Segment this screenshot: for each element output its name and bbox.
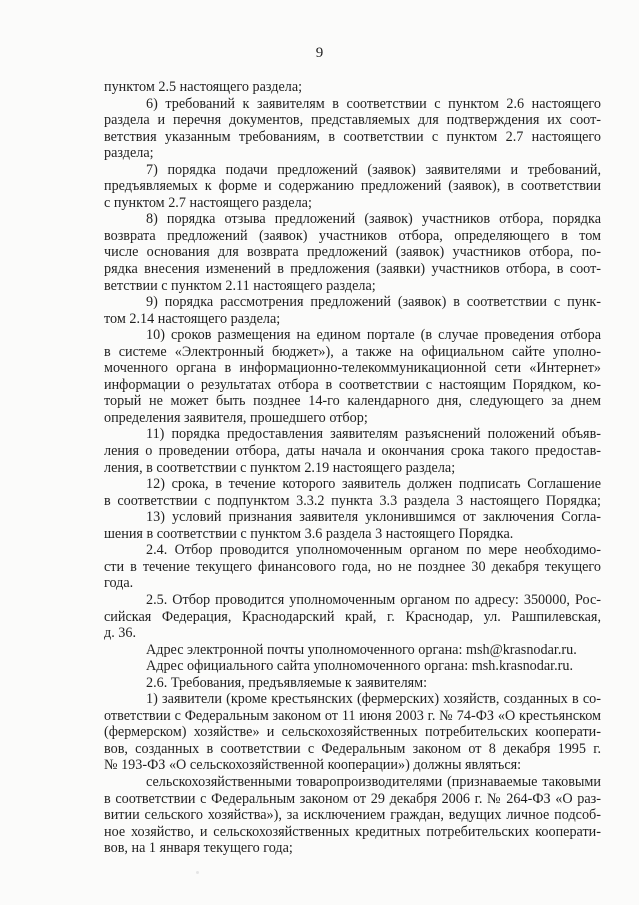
- page-number: 9: [315, 45, 324, 61]
- text-line: 6) требований к заявителям в соответствии с пунктом 2.6 настоящего: [146, 95, 601, 112]
- text-line: торый не может быть позднее 14-го календарного дня, следующего за днем: [104, 393, 601, 410]
- text-line: 13) условий признания заявителя уклонившимся от заключения Согла-: [146, 509, 601, 526]
- text-line: возврата предложений (заявок) участников отбора, определяющего в том: [104, 227, 601, 244]
- text-line: шения в соответствии с пунктом 3.6 раздела 3 настоящего Порядка.: [104, 525, 514, 542]
- text-line: 1) заявители (кроме крестьянских (фермерских) хозяйств, созданных в со-: [146, 691, 601, 708]
- text-line: Адрес электронной почты уполномоченного органа: msh@krasnodar.ru.: [146, 641, 577, 658]
- text-line: числе основания для возврата предложений (заявок) участников отбора, по-: [104, 244, 601, 261]
- text-line: в системе «Электронный бюджет»), а также на официальном сайте уполно-: [104, 343, 601, 360]
- text-line: в соответствии с подпунктом 3.3.2 пункта 3.3 раздела 3 настоящего Порядка;: [104, 492, 601, 509]
- text-line: в соответствии с Федеральным законом от 29 декабря 2006 г. № 264-ФЗ «О раз-: [104, 790, 601, 807]
- text-line: информации о результатах отбора в соответствии с настоящим Порядком, ко-: [104, 376, 601, 393]
- text-line: года.: [104, 575, 134, 592]
- text-line: ответствии с Федеральным законом от 11 июня 2003 г. № 74-ФЗ «О крестьянском: [104, 707, 601, 724]
- text-line: моченного органа в информационно-телекоммуникационной сети «Интернет»: [104, 360, 601, 377]
- text-line: 12) срока, в течение которого заявитель должен подписать Соглашение: [146, 476, 601, 493]
- text-line: 9) порядка рассмотрения предложений (заявок) в соответствии с пунк-: [146, 294, 601, 311]
- text-line: сельскохозяйственными товаропроизводителями (признаваемые таковыми: [146, 773, 601, 790]
- text-line: пунктом 2.5 настоящего раздела;: [104, 79, 303, 95]
- text-line: ное хозяйство, и сельскохозяйственных кредитных потребительских кооперати-: [104, 823, 601, 840]
- text-line: 11) порядка предоставления заявителям разъяснений положений объяв-: [146, 426, 601, 443]
- text-line: ления, в соответствии с пунктом 2.19 настоящего раздела;: [104, 459, 456, 476]
- text-line: рядка внесения изменений в предложения (заявки) участников отбора, в соот-: [104, 261, 601, 278]
- text-line: предъявляемых к форме и содержанию предложений (заявок), в соответствии: [104, 178, 601, 195]
- text-line: 2.5. Отбор проводится уполномоченным органом по адресу: 350000, Рос-: [146, 591, 601, 608]
- text-line: д. 36.: [104, 625, 137, 642]
- text-line: Адрес официального сайта уполномоченного органа: msh.krasnodar.ru.: [146, 658, 574, 675]
- text-line: вов, созданных в соответствии с Федеральным законом от 8 декабря 1995 г.: [104, 740, 601, 757]
- text-line: 10) сроков размещения на едином портале (в случае проведения отбора: [146, 327, 601, 344]
- text-line: вов, на 1 января текущего года;: [104, 840, 293, 857]
- text-line: том 2.14 настоящего раздела;: [104, 310, 281, 327]
- text-line: сти в течение текущего финансового года, но не позднее 30 декабря текущего: [104, 558, 601, 575]
- document-body: [104, 79, 601, 857]
- text-line: (фермерском) хозяйстве» и сельскохозяйственных потребительских кооперати-: [104, 724, 601, 741]
- text-line: 8) порядка отзыва предложений (заявок) участников отбора, порядка: [146, 211, 601, 228]
- text-line: 7) порядка подачи предложений (заявок) заявителями и требований,: [146, 161, 601, 178]
- text-line: № 193-ФЗ «О сельскохозяйственной кооперации») должны являться:: [104, 757, 522, 774]
- text-line: ветствии с пунктом 2.11 настоящего раздела;: [104, 277, 376, 294]
- text-line: 2.4. Отбор проводится уполномоченным органом по мере необходимо-: [146, 542, 601, 559]
- scan-speck: [196, 871, 199, 874]
- text-line: витии сельского хозяйства»), за исключением граждан, ведущих личное подсоб-: [104, 807, 601, 824]
- text-line: 2.6. Требования, предъявляемые к заявителям:: [146, 674, 428, 691]
- text-line: раздела и перечня документов, представляемых для подтверждения их соот-: [104, 112, 601, 129]
- text-line: сийская Федерация, Краснодарский край, г. Краснодар, ул. Рашпилевская,: [104, 608, 601, 625]
- text-line: ветствия указанным требованиям, в соответствии с пунктом 2.7 настоящего: [104, 128, 601, 145]
- scan-speck: [412, 693, 414, 695]
- text-line: с пунктом 2.7 настоящего раздела;: [104, 194, 312, 211]
- text-line: раздела;: [104, 145, 154, 162]
- text-line: ления о проведении отбора, даты начала и окончания срока такого предостав-: [104, 443, 601, 460]
- text-line: определения заявителя, прошедшего отбор;: [104, 409, 368, 426]
